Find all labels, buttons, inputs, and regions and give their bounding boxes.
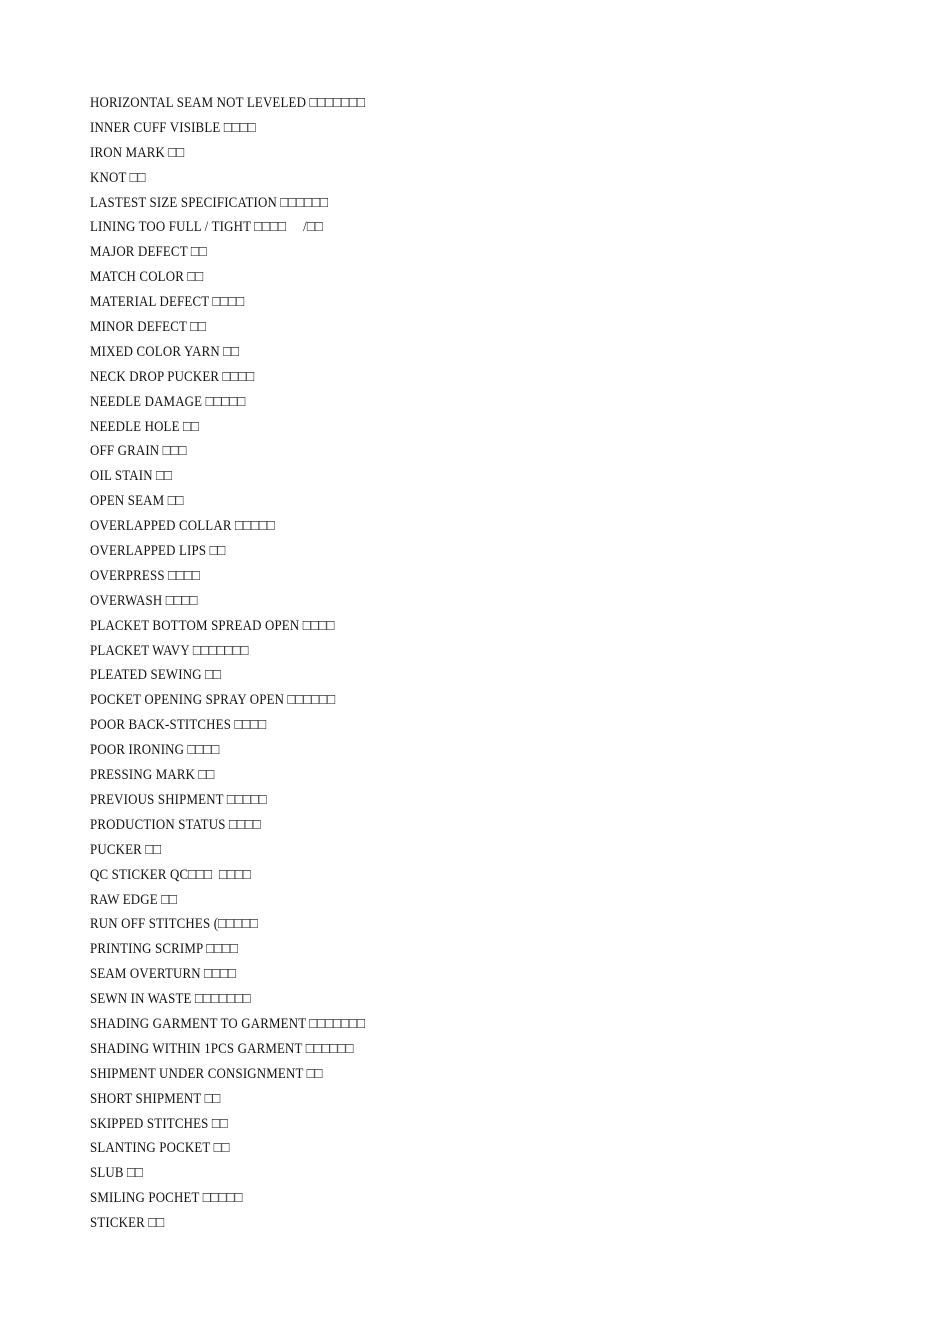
- glossary-entry: IRON MARK □□: [90, 144, 185, 161]
- glossary-entry: PRODUCTION STATUS □□□□: [90, 816, 261, 833]
- glossary-entry: PRESSING MARK □□: [90, 767, 215, 784]
- glossary-entry: KNOT □□: [90, 169, 146, 186]
- glossary-entry: OVERLAPPED LIPS □□: [90, 543, 226, 560]
- glossary-entry: POCKET OPENING SPRAY OPEN □□□□□□: [90, 692, 336, 709]
- glossary-entry: RUN OFF STITCHES (□□□□□: [90, 916, 258, 933]
- glossary-entry: SLUB □□: [90, 1165, 143, 1182]
- glossary-entry: INNER CUFF VISIBLE □□□□: [90, 119, 256, 136]
- glossary-entry: SEAM OVERTURN □□□□: [90, 966, 237, 983]
- glossary-entry: LASTEST SIZE SPECIFICATION □□□□□□: [90, 194, 329, 211]
- glossary-entry: OVERLAPPED COLLAR □□□□□: [90, 518, 275, 535]
- glossary-entry: MATERIAL DEFECT □□□□: [90, 294, 245, 311]
- glossary-entry: POOR BACK-STITCHES □□□□: [90, 717, 267, 734]
- glossary-entry: QC STICKER QC□□□ □□□□: [90, 866, 251, 883]
- glossary-entry: STICKER □□: [90, 1215, 165, 1232]
- glossary-entry: NECK DROP PUCKER □□□□: [90, 368, 255, 385]
- glossary-entry: PUCKER □□: [90, 841, 162, 858]
- glossary-entry: SEWN IN WASTE □□□□□□□: [90, 991, 251, 1008]
- glossary-list: [90, 91, 410, 1236]
- glossary-entry: MAJOR DEFECT □□: [90, 244, 207, 261]
- glossary-entry: SHADING WITHIN 1PCS GARMENT □□□□□□: [90, 1040, 354, 1057]
- glossary-entry: PLEATED SEWING □□: [90, 667, 222, 684]
- glossary-entry: NEEDLE HOLE □□: [90, 418, 199, 435]
- glossary-entry: SLANTING POCKET □□: [90, 1140, 230, 1157]
- glossary-entry: MATCH COLOR □□: [90, 269, 204, 286]
- glossary-entry: NEEDLE DAMAGE □□□□□: [90, 393, 246, 410]
- glossary-entry: SHADING GARMENT TO GARMENT □□□□□□□: [90, 1015, 366, 1032]
- glossary-entry: OVERWASH □□□□: [90, 592, 198, 609]
- glossary-entry: MIXED COLOR YARN □□: [90, 343, 240, 360]
- glossary-entry: SMILING POCHET □□□□□: [90, 1190, 243, 1207]
- glossary-entry: RAW EDGE □□: [90, 891, 178, 908]
- glossary-entry: SHORT SHIPMENT □□: [90, 1090, 221, 1107]
- glossary-entry: HORIZONTAL SEAM NOT LEVELED □□□□□□□: [90, 95, 366, 111]
- glossary-entry: OIL STAIN □□: [90, 468, 173, 485]
- glossary-entry: PLACKET WAVY □□□□□□□: [90, 642, 249, 659]
- glossary-entry: SKIPPED STITCHES □□: [90, 1115, 228, 1132]
- glossary-entry: OVERPRESS □□□□: [90, 567, 200, 584]
- glossary-entry: MINOR DEFECT □□: [90, 319, 207, 336]
- glossary-entry: PLACKET BOTTOM SPREAD OPEN □□□□: [90, 617, 335, 634]
- glossary-entry: POOR IRONING □□□□: [90, 742, 220, 759]
- glossary-entry: PRINTING SCRIMP □□□□: [90, 941, 239, 958]
- glossary-entry: PREVIOUS SHIPMENT □□□□□: [90, 791, 267, 808]
- glossary-entry: OFF GRAIN □□□: [90, 443, 187, 460]
- glossary-entry: LINING TOO FULL / TIGHT □□□□ /□□: [90, 219, 323, 236]
- glossary-entry: OPEN SEAM □□: [90, 493, 184, 510]
- glossary-entry: SHIPMENT UNDER CONSIGNMENT □□: [90, 1065, 323, 1082]
